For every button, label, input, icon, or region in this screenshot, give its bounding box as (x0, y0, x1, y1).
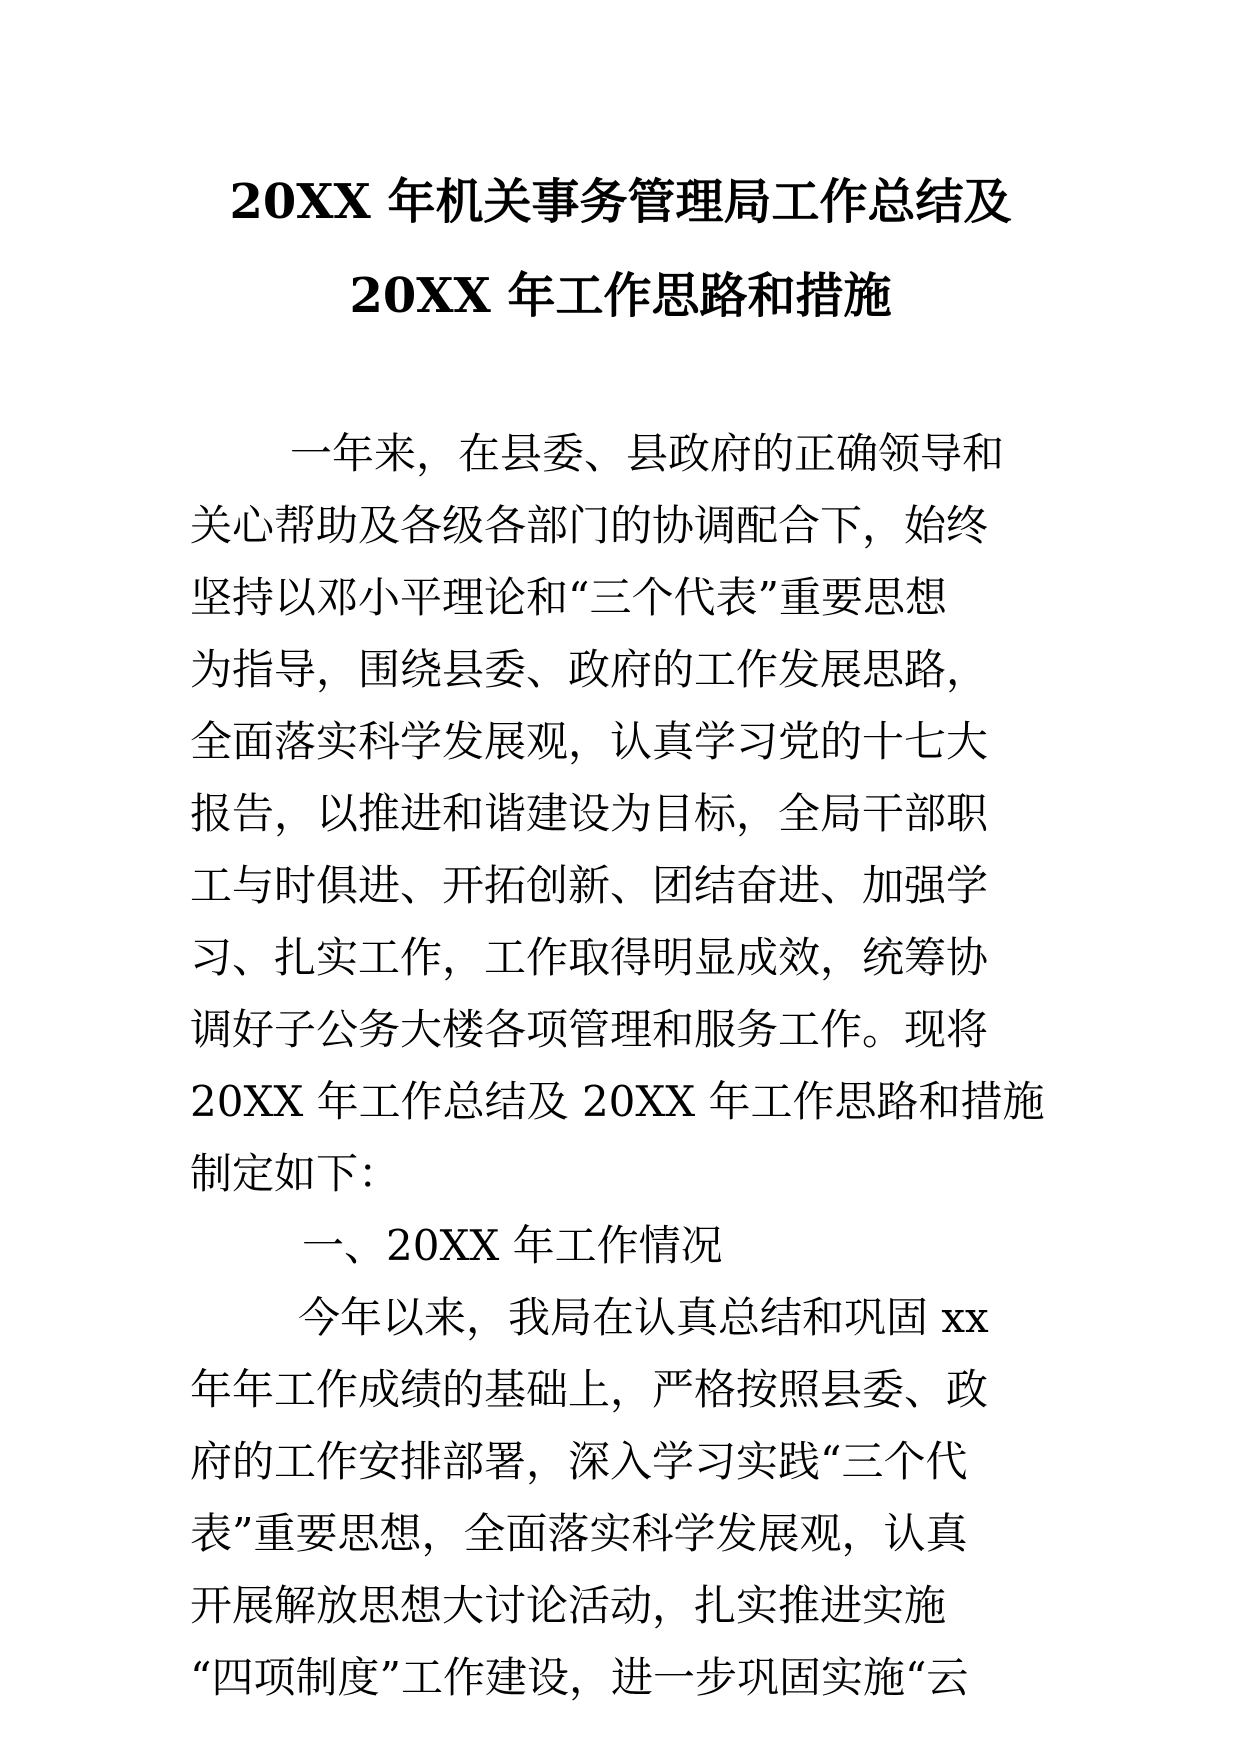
section-paragraph-line: 今年以来，我局在认真总结和巩固 xx (298, 1293, 989, 1342)
section-paragraph-line: 年年工作成绩的基础上，严格按照县委、政 (190, 1365, 989, 1414)
intro-paragraph-line: 报告，以推进和谐建设为目标，全局干部职 (190, 789, 989, 838)
intro-paragraph-line: 全面落实科学发展观，认真学习党的十七大 (190, 717, 989, 766)
section-heading: 一、20XX 年工作情况 (302, 1221, 723, 1270)
intro-paragraph-line: 调好子公务大楼各项管理和服务工作。现将 (190, 1005, 989, 1054)
intro-paragraph-line: 关心帮助及各级各部门的协调配合下，始终 (190, 501, 989, 550)
document-body (190, 418, 1070, 1714)
section-paragraph-line: 府的工作安排部署，深入学习实践“三个代 (190, 1437, 968, 1486)
intro-paragraph-line: 工与时俱进、开拓创新、团结奋进、加强学 (190, 861, 989, 910)
intro-paragraph-line: 20XX 年工作总结及 20XX 年工作思路和措施 (190, 1077, 1045, 1126)
document-title-line-1: 20XX 年机关事务管理局工作总结及 (229, 174, 1012, 230)
document-title-line-2: 20XX 年工作思路和措施 (349, 268, 892, 324)
intro-paragraph-line: 一年来，在县委、县政府的正确领导和 (290, 429, 1005, 478)
section-paragraph-line: “四项制度”工作建设，进一步巩固实施“云 (190, 1653, 969, 1702)
intro-paragraph-line: 为指导，围绕县委、政府的工作发展思路， (190, 645, 989, 694)
intro-paragraph-line: 坚持以邓小平理论和“三个代表”重要思想 (190, 573, 947, 622)
section-paragraph-line: 开展解放思想大讨论活动，扎实推进实施 (190, 1581, 947, 1630)
intro-paragraph-line: 制定如下： (190, 1149, 401, 1198)
section-paragraph-line: 表”重要思想，全面落实科学发展观，认真 (190, 1509, 968, 1558)
intro-paragraph-line: 习、扎实工作，工作取得明显成效，统筹协 (190, 933, 989, 982)
